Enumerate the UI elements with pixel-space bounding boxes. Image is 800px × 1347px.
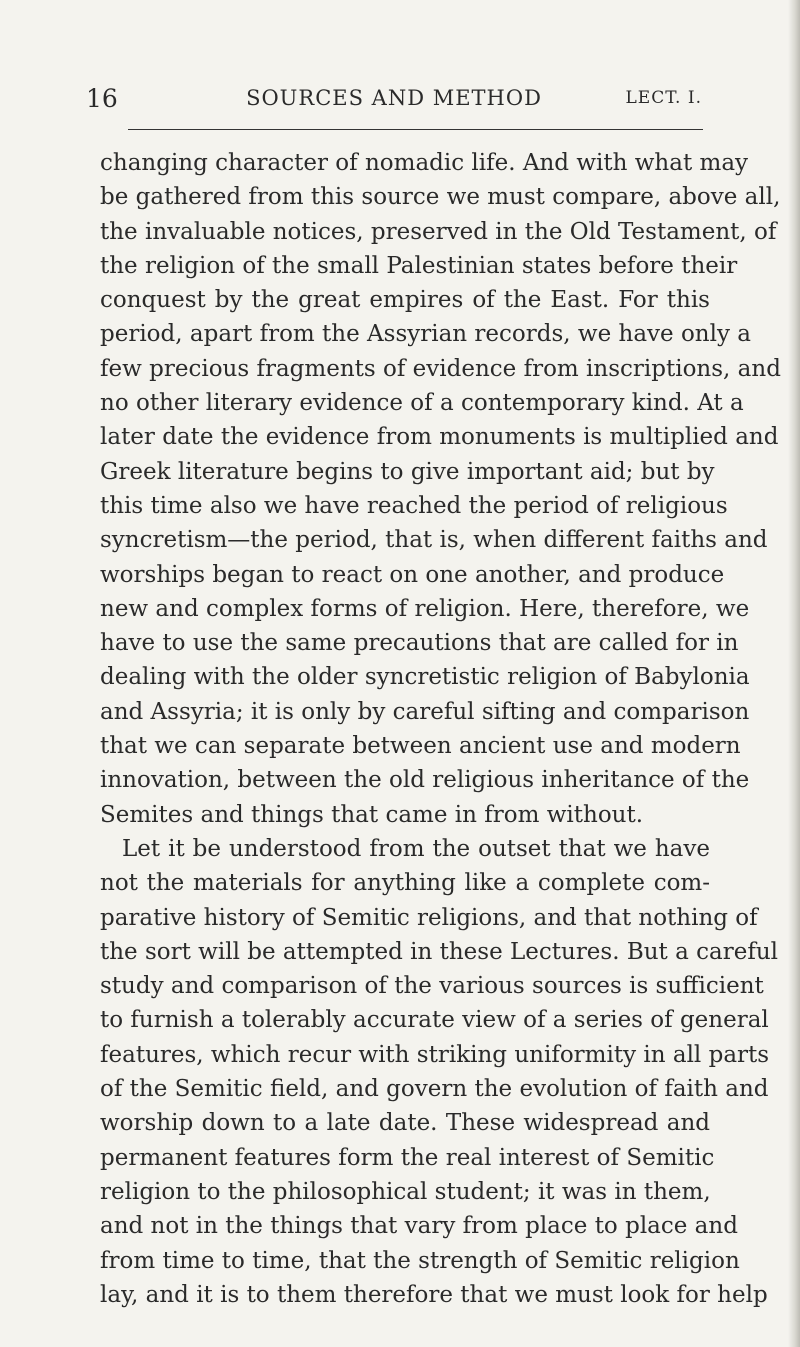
text-line: the invaluable notices, preserved in the Old Testament, of (100, 218, 777, 245)
text-line: changing character of nomadic life. And with what may (100, 150, 749, 176)
text-line: Greek literature begins to give important aid; but by (100, 458, 715, 485)
text-line: the religion of the small Palestinian states before their (100, 252, 738, 279)
text-line: Let it be understood from the outset that we have (122, 835, 710, 862)
page-edge (788, 0, 800, 1347)
text-line: this time also we have reached the period of religious (100, 492, 728, 519)
body-text (100, 146, 781, 1312)
text-line: no other literary evidence of a contemporary kind. At a (100, 390, 744, 417)
text-line: that we can separate between ancient use and modern (100, 733, 741, 760)
text-line: later date the evidence from monuments is multiplied and (100, 424, 779, 451)
text-line: and Assyria; it is only by careful sifting and comparison (100, 698, 750, 725)
text-line: not the materials for anything like a complete com- (100, 870, 710, 897)
text-line: syncretism—the period, that is, when different faiths and (100, 527, 768, 554)
page-number: 16 (86, 84, 118, 113)
text-line: innovation, between the old religious inheritance of the (100, 767, 750, 794)
running-title: SOURCES AND METHOD (246, 86, 542, 110)
text-line: worships began to react on one another, and produce (100, 561, 725, 588)
text-line: and not in the things that vary from place to place and (100, 1213, 738, 1240)
text-line: of the Semitic field, and govern the evolution of faith and (100, 1076, 769, 1103)
text-line: conquest by the great empires of the East. For this (100, 287, 710, 314)
text-line: parative history of Semitic religions, and that nothing of (100, 904, 758, 931)
text-line: period, apart from the Assyrian records, we have only a (100, 321, 751, 348)
text-line: dealing with the older syncretistic religion of Babylonia (100, 664, 750, 691)
text-line: the sort will be attempted in these Lectures. But a careful (100, 938, 779, 965)
text-line: Semites and things that came in from without. (100, 801, 644, 828)
text-line: permanent features form the real interest of Semitic (100, 1144, 715, 1171)
text-line: features, which recur with striking uniformity in all parts (100, 1041, 770, 1068)
text-line: new and complex forms of religion. Here, therefore, we (100, 595, 750, 622)
text-line: lay, and it is to them therefore that we must look for help (100, 1281, 768, 1308)
lecture-label: LECT. I. (625, 88, 702, 108)
text-line: be gathered from this source we must compare, above all, (100, 184, 781, 211)
text-line: to furnish a tolerably accurate view of a series of general (100, 1007, 769, 1034)
running-header (86, 84, 702, 114)
text-line: worship down to a late date. These widespread and (100, 1110, 710, 1137)
text-line: study and comparison of the various sources is sufficient (100, 973, 764, 1000)
text-line: from time to time, that the strength of Semitic religion (100, 1247, 740, 1274)
text-line: few precious fragments of evidence from inscriptions, and (100, 355, 781, 382)
header-rule (128, 129, 703, 130)
text-line: religion to the philosophical student; it was in them, (100, 1178, 711, 1205)
text-line: have to use the same precautions that are called for in (100, 630, 739, 657)
